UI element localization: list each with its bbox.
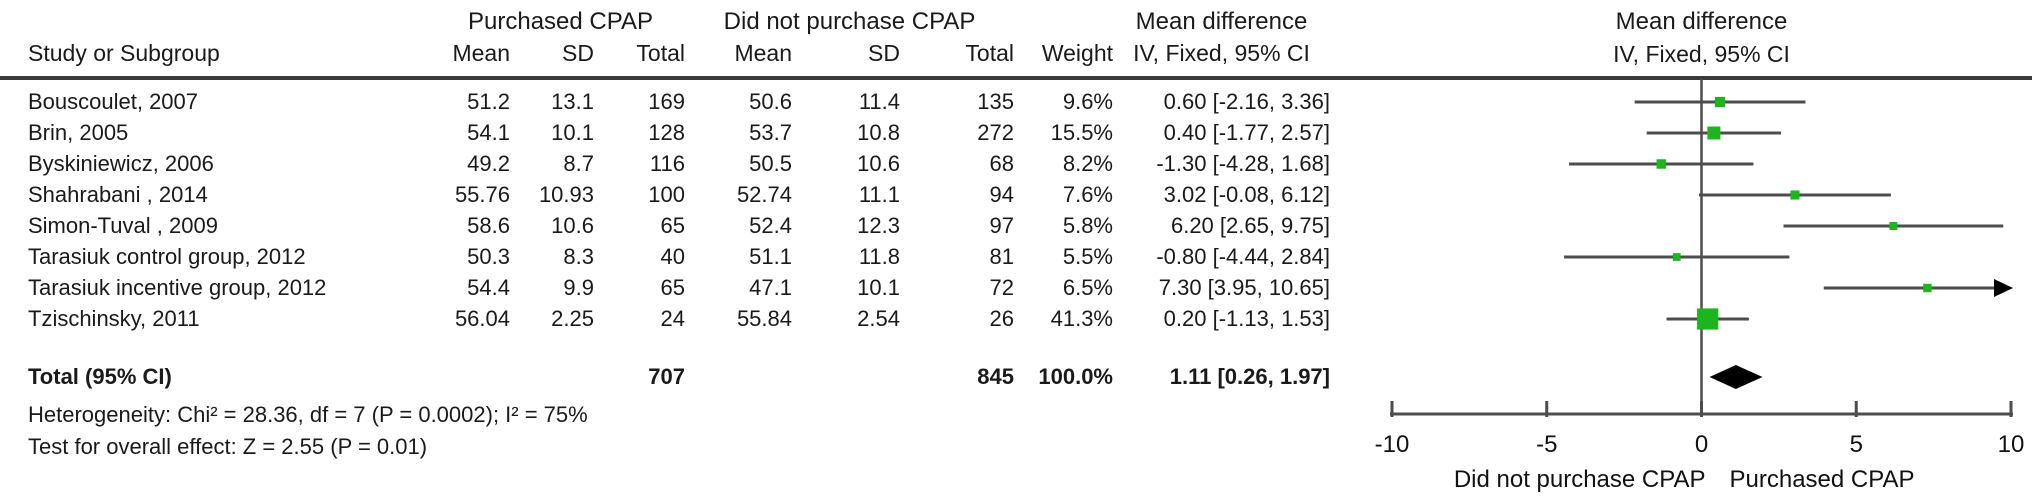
- favours-right-label: Purchased CPAP: [1729, 466, 1915, 493]
- ctrl-mean-cell: 53.7: [749, 120, 792, 145]
- study-name-cell: Shahrabani , 2014: [28, 182, 208, 207]
- ctrl-total-cell: 81: [989, 244, 1014, 269]
- effect-square: [1923, 284, 1931, 292]
- exp-mean-cell: 56.04: [454, 306, 510, 331]
- study-name-cell: Brin, 2005: [28, 120, 129, 145]
- ci-cell: 0.20 [-1.13, 1.53]: [1163, 306, 1330, 331]
- exp-total-cell: 116: [649, 151, 685, 176]
- effect-square: [1715, 97, 1725, 107]
- ctrl-total-cell: 135: [977, 89, 1014, 114]
- exp-sd-cell: 10.93: [538, 182, 594, 207]
- exp-sd-cell: 13.1: [551, 89, 594, 114]
- ci-cell: 6.20 [2.65, 9.75]: [1170, 213, 1330, 238]
- ci-cell: 7.30 [3.95, 10.65]: [1158, 275, 1330, 300]
- effect-square: [1657, 159, 1666, 168]
- exp-sd-cell: 10.1: [551, 120, 594, 145]
- ctrl-group-header: Did not purchase CPAP: [723, 8, 976, 35]
- study-name-cell: Tarasiuk incentive group, 2012: [28, 275, 327, 300]
- effect-square: [1707, 127, 1720, 140]
- exp-total-header: Total: [636, 40, 685, 66]
- ctrl-total-header: Total: [965, 40, 1014, 66]
- ctrl-mean-header: Mean: [734, 40, 792, 66]
- total-label: Total (95% CI): [28, 364, 172, 389]
- effect-square: [1790, 190, 1799, 199]
- plot-title: Mean difference: [1615, 8, 1788, 35]
- heterogeneity-stat: Heterogeneity: Chi² = 28.36, df = 7 (P = 0.0002); I² = 75%: [28, 402, 588, 427]
- study-name-cell: Simon-Tuval , 2009: [28, 213, 218, 238]
- exp-total-cell: 65: [660, 275, 685, 300]
- ci-cell: -0.80 [-4.44, 2.84]: [1156, 244, 1330, 269]
- ctrl-mean-cell: 50.6: [749, 89, 792, 114]
- ctrl-mean-cell: 50.5: [749, 151, 792, 176]
- axis-tick-label: 5: [1849, 431, 1863, 458]
- exp-sd-header: SD: [562, 40, 594, 66]
- favours-left-label: Did not purchase CPAP: [1453, 466, 1706, 493]
- exp-mean-header: Mean: [452, 40, 510, 66]
- exp-total-cell: 24: [660, 306, 685, 331]
- effect-header: Mean difference: [1135, 8, 1308, 35]
- ctrl-sd-cell: 2.54: [857, 306, 900, 331]
- ci-cell: -1.30 [-4.28, 1.68]: [1156, 151, 1330, 176]
- effect-square: [1673, 253, 1681, 261]
- study-name-cell: Tzischinsky, 2011: [28, 306, 200, 331]
- weight-cell: 5.5%: [1062, 244, 1113, 269]
- ctrl-total-cell: 68: [989, 151, 1014, 176]
- study-name-cell: Bouscoulet, 2007: [28, 89, 199, 114]
- ctrl-sd-cell: 11.1: [858, 182, 900, 207]
- weight-cell: 7.6%: [1062, 182, 1113, 207]
- exp-mean-cell: 54.1: [467, 120, 510, 145]
- ci-cell: 0.40 [-1.77, 2.57]: [1163, 120, 1330, 145]
- ctrl-mean-cell: 51.1: [749, 244, 792, 269]
- exp-sd-cell: 9.9: [563, 275, 594, 300]
- exp-mean-cell: 51.2: [467, 89, 510, 114]
- ci-cell: 3.02 [-0.08, 6.12]: [1163, 182, 1330, 207]
- ctrl-sd-cell: 10.1: [857, 275, 900, 300]
- exp-total-cell: 169: [648, 89, 685, 114]
- ctrl-sd-cell: 12.3: [857, 213, 900, 238]
- total-exp-n: 707: [648, 364, 685, 389]
- weight-cell: 9.6%: [1062, 89, 1113, 114]
- ctrl-sd-cell: 10.8: [857, 120, 900, 145]
- ci-arrow: [1994, 279, 2013, 297]
- weight-cell: 8.2%: [1062, 151, 1113, 176]
- study-name-cell: Tarasiuk control group, 2012: [28, 244, 306, 269]
- ctrl-sd-cell: 11.8: [858, 244, 900, 269]
- axis-tick-label: -10: [1374, 431, 1410, 458]
- ctrl-mean-cell: 47.1: [749, 275, 792, 300]
- exp-sd-cell: 8.3: [563, 244, 594, 269]
- study-name-cell: Byskiniewicz, 2006: [28, 151, 214, 176]
- exp-sd-cell: 10.6: [551, 213, 594, 238]
- exp-total-cell: 65: [660, 213, 685, 238]
- exp-total-cell: 128: [648, 120, 685, 145]
- ctrl-mean-cell: 52.74: [736, 182, 792, 207]
- ctrl-total-cell: 97: [989, 213, 1014, 238]
- ctrl-total-cell: 272: [977, 120, 1014, 145]
- exp-mean-cell: 55.76: [454, 182, 510, 207]
- weight-cell: 6.5%: [1062, 275, 1113, 300]
- ctrl-sd-header: SD: [868, 40, 900, 66]
- exp-group-header: Purchased CPAP: [468, 8, 653, 35]
- total-weight: 100.0%: [1038, 364, 1113, 389]
- exp-mean-cell: 58.6: [467, 213, 510, 238]
- pooled-diamond: [1710, 365, 1763, 389]
- exp-sd-cell: 2.25: [551, 306, 594, 331]
- weight-cell: 15.5%: [1050, 120, 1113, 145]
- weight-cell: 41.3%: [1050, 306, 1113, 331]
- axis-tick-label: -5: [1536, 431, 1558, 458]
- exp-mean-cell: 49.2: [467, 151, 510, 176]
- ctrl-total-cell: 94: [989, 182, 1014, 207]
- ci-cell: 0.60 [-2.16, 3.36]: [1163, 89, 1330, 114]
- effect-method-header: IV, Fixed, 95% CI: [1133, 40, 1310, 66]
- ctrl-total-cell: 26: [989, 306, 1014, 331]
- effect-square: [1889, 222, 1897, 230]
- total-ctrl-n: 845: [977, 364, 1014, 389]
- plot-subtitle: IV, Fixed, 95% CI: [1613, 41, 1790, 67]
- exp-mean-cell: 54.4: [467, 275, 510, 300]
- effect-square: [1697, 308, 1718, 329]
- exp-total-cell: 40: [660, 244, 685, 269]
- ctrl-sd-cell: 11.4: [858, 89, 900, 114]
- exp-total-cell: 100: [648, 182, 685, 207]
- overall-effect-stat: Test for overall effect: Z = 2.55 (P = 0.01): [28, 434, 428, 459]
- axis-tick-label: 10: [1997, 431, 2025, 458]
- axis-tick-label: 0: [1694, 431, 1709, 458]
- study-col-header: Study or Subgroup: [28, 40, 220, 66]
- total-ci: 1.11 [0.26, 1.97]: [1169, 364, 1330, 389]
- ctrl-sd-cell: 10.6: [857, 151, 900, 176]
- weight-col-header: Weight: [1041, 40, 1113, 66]
- weight-cell: 5.8%: [1062, 213, 1113, 238]
- exp-sd-cell: 8.7: [563, 151, 594, 176]
- ctrl-mean-cell: 55.84: [736, 306, 792, 331]
- exp-mean-cell: 50.3: [467, 244, 510, 269]
- ctrl-total-cell: 72: [989, 275, 1014, 300]
- ctrl-mean-cell: 52.4: [749, 213, 792, 238]
